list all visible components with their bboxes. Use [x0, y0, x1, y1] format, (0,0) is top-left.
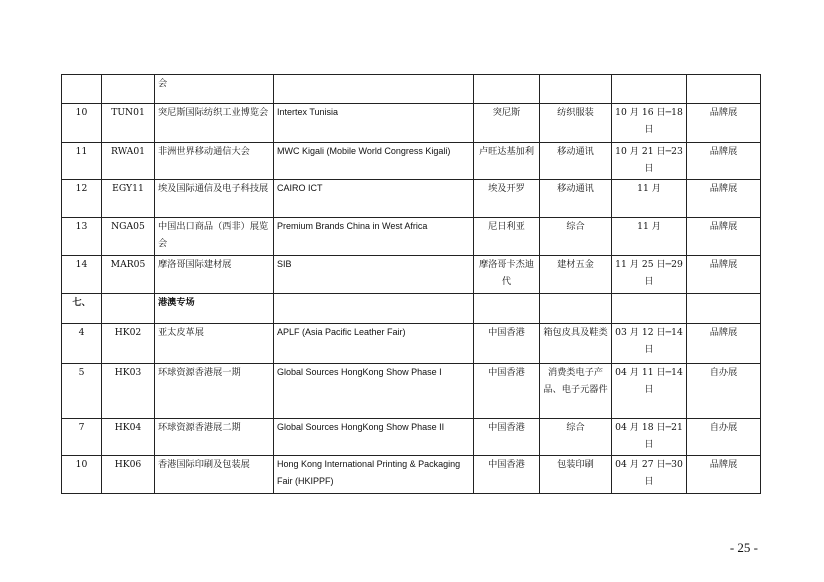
industry: 综合: [540, 419, 612, 456]
exhibition-name: 中国出口商品（西非）展览会: [155, 218, 274, 256]
exhibition-type: 品牌展: [687, 104, 761, 143]
industry: 移动通讯: [540, 180, 612, 218]
english-name: Hong Kong International Printing & Packaging Fair (HKIPPF): [274, 456, 474, 494]
exhibition-code: NGA05: [102, 218, 155, 256]
table-row: [62, 419, 761, 456]
location: 摩洛哥卡杰迪代: [474, 256, 540, 294]
table-row: [62, 456, 761, 494]
exhibition-name: 会: [155, 75, 274, 104]
table-row: [62, 218, 761, 256]
date: 10 月 21 日─23 日: [612, 143, 687, 180]
date: 11 月: [612, 180, 687, 218]
exhibition-code: [102, 294, 155, 324]
location: 卢旺达基加利: [474, 143, 540, 180]
english-name: [274, 75, 474, 104]
location: 尼日利亚: [474, 218, 540, 256]
exhibition-code: HK03: [102, 364, 155, 419]
exhibition-code: HK04: [102, 419, 155, 456]
exhibition-type: [687, 75, 761, 104]
industry: 箱包皮具及鞋类: [540, 324, 612, 364]
exhibition-name: 环球资源香港展二期: [155, 419, 274, 456]
date: 11 月: [612, 218, 687, 256]
exhibition-table: [61, 74, 761, 494]
industry: 综合: [540, 218, 612, 256]
table-row: [62, 364, 761, 419]
date: 04 月 18 日─21 日: [612, 419, 687, 456]
location: 突尼斯: [474, 104, 540, 143]
row-number: 11: [62, 143, 102, 180]
exhibition-name: 突尼斯国际纺织工业博览会: [155, 104, 274, 143]
location: 中国香港: [474, 364, 540, 419]
exhibition-name: 香港国际印刷及包装展: [155, 456, 274, 494]
english-name: APLF (Asia Pacific Leather Fair): [274, 324, 474, 364]
exhibition-type: 品牌展: [687, 324, 761, 364]
exhibition-code: RWA01: [102, 143, 155, 180]
page-number: - 25 -: [729, 540, 758, 555]
english-name: Global Sources HongKong Show Phase I: [274, 364, 474, 419]
date: 03 月 12 日─14 日: [612, 324, 687, 364]
row-number: 13: [62, 218, 102, 256]
industry: 建材五金: [540, 256, 612, 294]
table-row: [62, 104, 761, 143]
date: 04 月 11 日─14 日: [612, 364, 687, 419]
location: 中国香港: [474, 456, 540, 494]
industry: 移动通讯: [540, 143, 612, 180]
english-name: MWC Kigali (Mobile World Congress Kigali): [274, 143, 474, 180]
exhibition-type: 品牌展: [687, 456, 761, 494]
exhibition-code: EGY11: [102, 180, 155, 218]
table-row: [62, 75, 761, 104]
section-number: 七、: [62, 294, 102, 324]
industry: 纺织服装: [540, 104, 612, 143]
location: 中国香港: [474, 419, 540, 456]
table-row: [62, 324, 761, 364]
table-row: [62, 143, 761, 180]
date: 10 月 16 日─18 日: [612, 104, 687, 143]
row-number: 10: [62, 456, 102, 494]
exhibition-code: MAR05: [102, 256, 155, 294]
exhibition-type: 品牌展: [687, 180, 761, 218]
location: 埃及开罗: [474, 180, 540, 218]
exhibition-name: 埃及国际通信及电子科技展: [155, 180, 274, 218]
exhibition-type: 品牌展: [687, 256, 761, 294]
english-name: [274, 294, 474, 324]
row-number: 5: [62, 364, 102, 419]
row-number: 4: [62, 324, 102, 364]
exhibition-type: 自办展: [687, 419, 761, 456]
exhibition-type: 品牌展: [687, 218, 761, 256]
industry: [540, 294, 612, 324]
exhibition-type: 品牌展: [687, 143, 761, 180]
row-number: 10: [62, 104, 102, 143]
row-number: [62, 75, 102, 104]
date: [612, 294, 687, 324]
industry: 包装印刷: [540, 456, 612, 494]
exhibition-type: [687, 294, 761, 324]
date: 11 月 25 日─29 日: [612, 256, 687, 294]
row-number: 14: [62, 256, 102, 294]
industry: 消费类电子产品、电子元器件: [540, 364, 612, 419]
location: 中国香港: [474, 324, 540, 364]
exhibition-name: 亚太皮革展: [155, 324, 274, 364]
english-name: Global Sources HongKong Show Phase II: [274, 419, 474, 456]
english-name: CAIRO ICT: [274, 180, 474, 218]
date: [612, 75, 687, 104]
table-row: [62, 180, 761, 218]
table-row: [62, 256, 761, 294]
row-number: 12: [62, 180, 102, 218]
exhibition-type: 自办展: [687, 364, 761, 419]
exhibition-code: TUN01: [102, 104, 155, 143]
row-number: 7: [62, 419, 102, 456]
date: 04 月 27 日─30 日: [612, 456, 687, 494]
section-title: 港澳专场: [155, 294, 274, 324]
section-header-row: [62, 294, 761, 324]
exhibition-name: 环球资源香港展一期: [155, 364, 274, 419]
exhibition-name: 摩洛哥国际建材展: [155, 256, 274, 294]
exhibition-code: HK02: [102, 324, 155, 364]
exhibition-code: HK06: [102, 456, 155, 494]
english-name: Intertex Tunisia: [274, 104, 474, 143]
exhibition-code: [102, 75, 155, 104]
english-name: Premium Brands China in West Africa: [274, 218, 474, 256]
location: [474, 75, 540, 104]
industry: [540, 75, 612, 104]
exhibition-name: 非洲世界移动通信大会: [155, 143, 274, 180]
location: [474, 294, 540, 324]
english-name: SIB: [274, 256, 474, 294]
